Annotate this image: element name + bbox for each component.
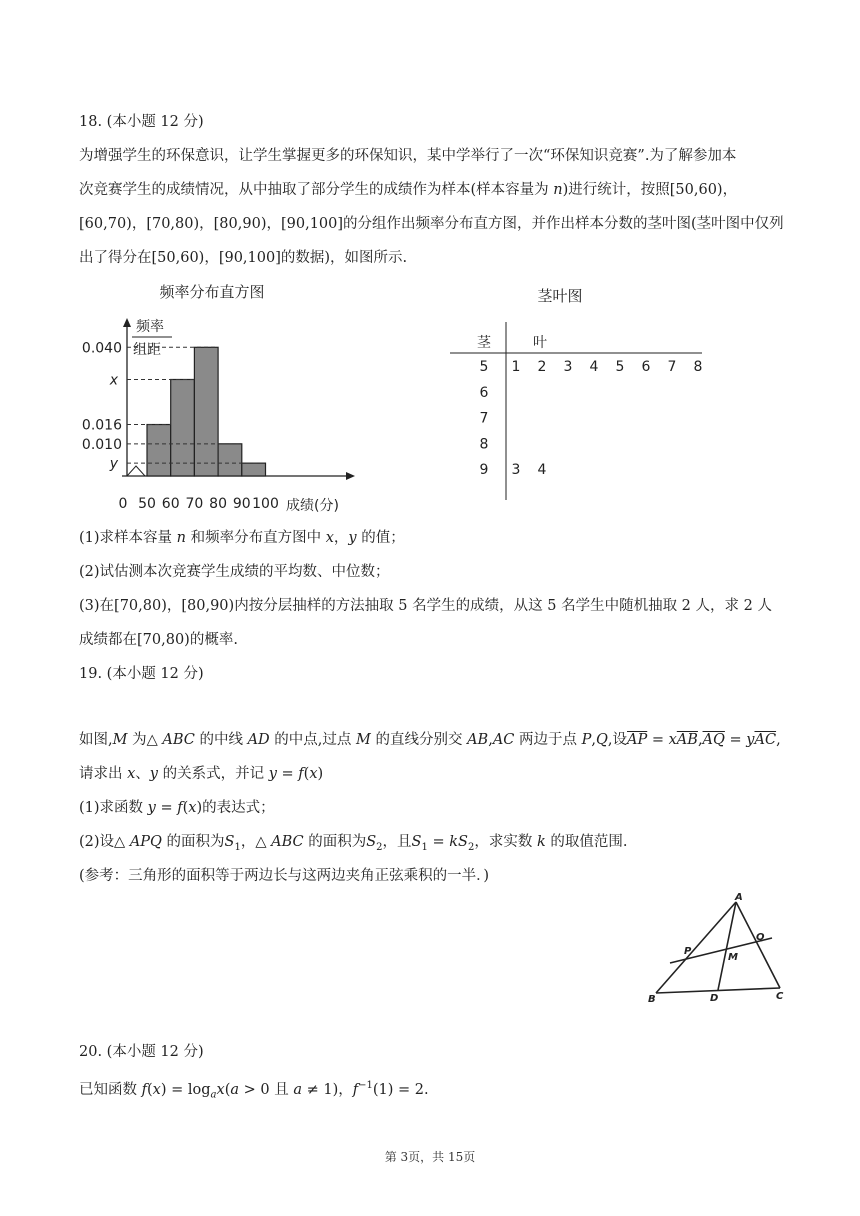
histogram-bar (242, 463, 266, 476)
stem-value: 8 (479, 436, 489, 453)
x-tick-label: 90 (232, 496, 251, 512)
x-tick-label: 60 (161, 496, 180, 512)
y-tick-label: 0.010 (81, 436, 122, 453)
label-a: A (735, 892, 743, 903)
x-tick-label: 100 (252, 496, 279, 512)
leaf-value: 4 (537, 462, 547, 479)
q18-sub1: (1)求样本容量 n 和频率分布直方图中 x，y 的值； (79, 530, 405, 546)
stem-value: 6 (479, 384, 489, 401)
label-b: B (648, 994, 656, 1005)
q18-para-line-3: [60,70)，[70,80)，[80,90)，[90,100]的分组作出频率分布直方图，并作出样本分数的茎叶图(茎叶图中仅列 (79, 216, 784, 232)
q18-para-line-2: 次竞赛学生的成绩情况，从中抽取了部分学生的成绩作为样本(样本容量为 n)进行统计，按照[50,60)， (79, 182, 738, 198)
y-tick-label: y (109, 456, 118, 473)
q19-sub1: (1)求函数 y = f(x)的表达式； (79, 800, 275, 816)
median-ad (718, 902, 736, 990)
stem-header: 茎 (477, 335, 491, 351)
leaf-value: 7 (667, 359, 677, 375)
q20-header: 20. (本小题 12 分) (79, 1044, 204, 1060)
leaf-value: 6 (641, 359, 651, 375)
q19-sub2: (2)设△ APQ 的面积为$S_1$，△ ABC 的面积为$S_2$，且$S_1 = kS_2$，求实数 k 的取值范围. (79, 834, 628, 853)
stem-value: 7 (479, 410, 489, 427)
ylabel-bottom: 组距 (133, 342, 161, 358)
q18-sub3-line-1: (3)在[70,80)，[80,90)内按分层抽样的方法抽取 5 名学生的成绩，从这 5 名学生中随机抽取 2 人，求 2 人 (79, 598, 772, 614)
q18-header: 18. (本小题 12 分) (79, 114, 204, 130)
histogram-bar (194, 347, 218, 476)
label-c: C (776, 991, 784, 1002)
q18-para-line-4: 出了得分在[50,60)，[90,100]的数据)，如图所示. (79, 250, 408, 266)
stem-value: 5 (479, 359, 489, 375)
q19-reference: (参考：三角形的面积等于两边长与这两边夹角正弦乘积的一半．) (79, 868, 490, 884)
leaf-value: 5 (615, 359, 625, 375)
x-tick-label: 0 (118, 496, 128, 512)
ylabel-top: 频率 (136, 319, 164, 335)
label-m: M (728, 952, 738, 963)
q18-sub3-line-2: 成绩都在[70,80)的概率. (79, 632, 238, 648)
leaf-header: 叶 (533, 335, 547, 351)
y-tick-label: x (109, 372, 118, 389)
label-p: P (684, 946, 692, 957)
histogram-bar (218, 444, 242, 476)
q19-header: 19. (本小题 12 分) (79, 666, 204, 682)
q19-line-2: 请求出 x、y 的关系式，并记 y = f(x) (79, 766, 324, 782)
q19-line-1: 如图,M 为△ ABC 的中线 AD 的中点,过点 M 的直线分别交 AB,AC 两边于点 P,Q,设$\overline{AP} = x\overline{AB},\overline{AQ} = y\overline{AC}$, (79, 732, 781, 748)
stem-value: 9 (479, 462, 489, 479)
stem-leaf-title: 茎叶图 (537, 287, 583, 305)
histogram-bar (147, 425, 171, 476)
x-tick-label: 70 (185, 496, 204, 512)
xlabel: 成绩(分) (286, 498, 339, 514)
q20-line-1: 已知函数 $f(x) = \log_ax(a > 0$ 且 a ≠ 1)，$f^{-1}(1) = 2$. (79, 1080, 429, 1101)
leaf-value: 1 (511, 359, 521, 375)
axis-break-mark (127, 466, 145, 476)
leaf-value: 3 (563, 359, 573, 375)
page-footer: 第 3页，共 15页 (384, 1150, 476, 1164)
side-ab (656, 902, 736, 993)
x-axis-arrow (346, 472, 355, 480)
histogram-title: 频率分布直方图 (159, 283, 265, 301)
stem-leaf-plot (440, 278, 730, 508)
histogram-bar (171, 379, 195, 476)
x-tick-label: 50 (138, 496, 156, 512)
leaf-value: 4 (589, 359, 599, 375)
x-tick-label: 80 (209, 496, 228, 512)
leaf-value: 2 (537, 359, 547, 375)
q18-para-line-1: 为增强学生的环保意识，让学生掌握更多的环保知识，某中学举行了一次“环保知识竞赛”.为了解参加本 (79, 148, 737, 164)
triangle-figure (640, 890, 800, 1010)
label-d: D (710, 993, 719, 1004)
y-tick-label: 0.016 (81, 417, 122, 434)
leaf-value: 3 (511, 462, 521, 479)
y-tick-label: 0.040 (81, 340, 122, 357)
q18-sub2: (2)试估测本次竞赛学生成绩的平均数、中位数； (79, 564, 390, 580)
label-q: Q (756, 932, 765, 943)
frequency-histogram (70, 278, 370, 516)
leaf-value: 8 (693, 359, 703, 375)
y-axis-arrow (123, 318, 131, 327)
